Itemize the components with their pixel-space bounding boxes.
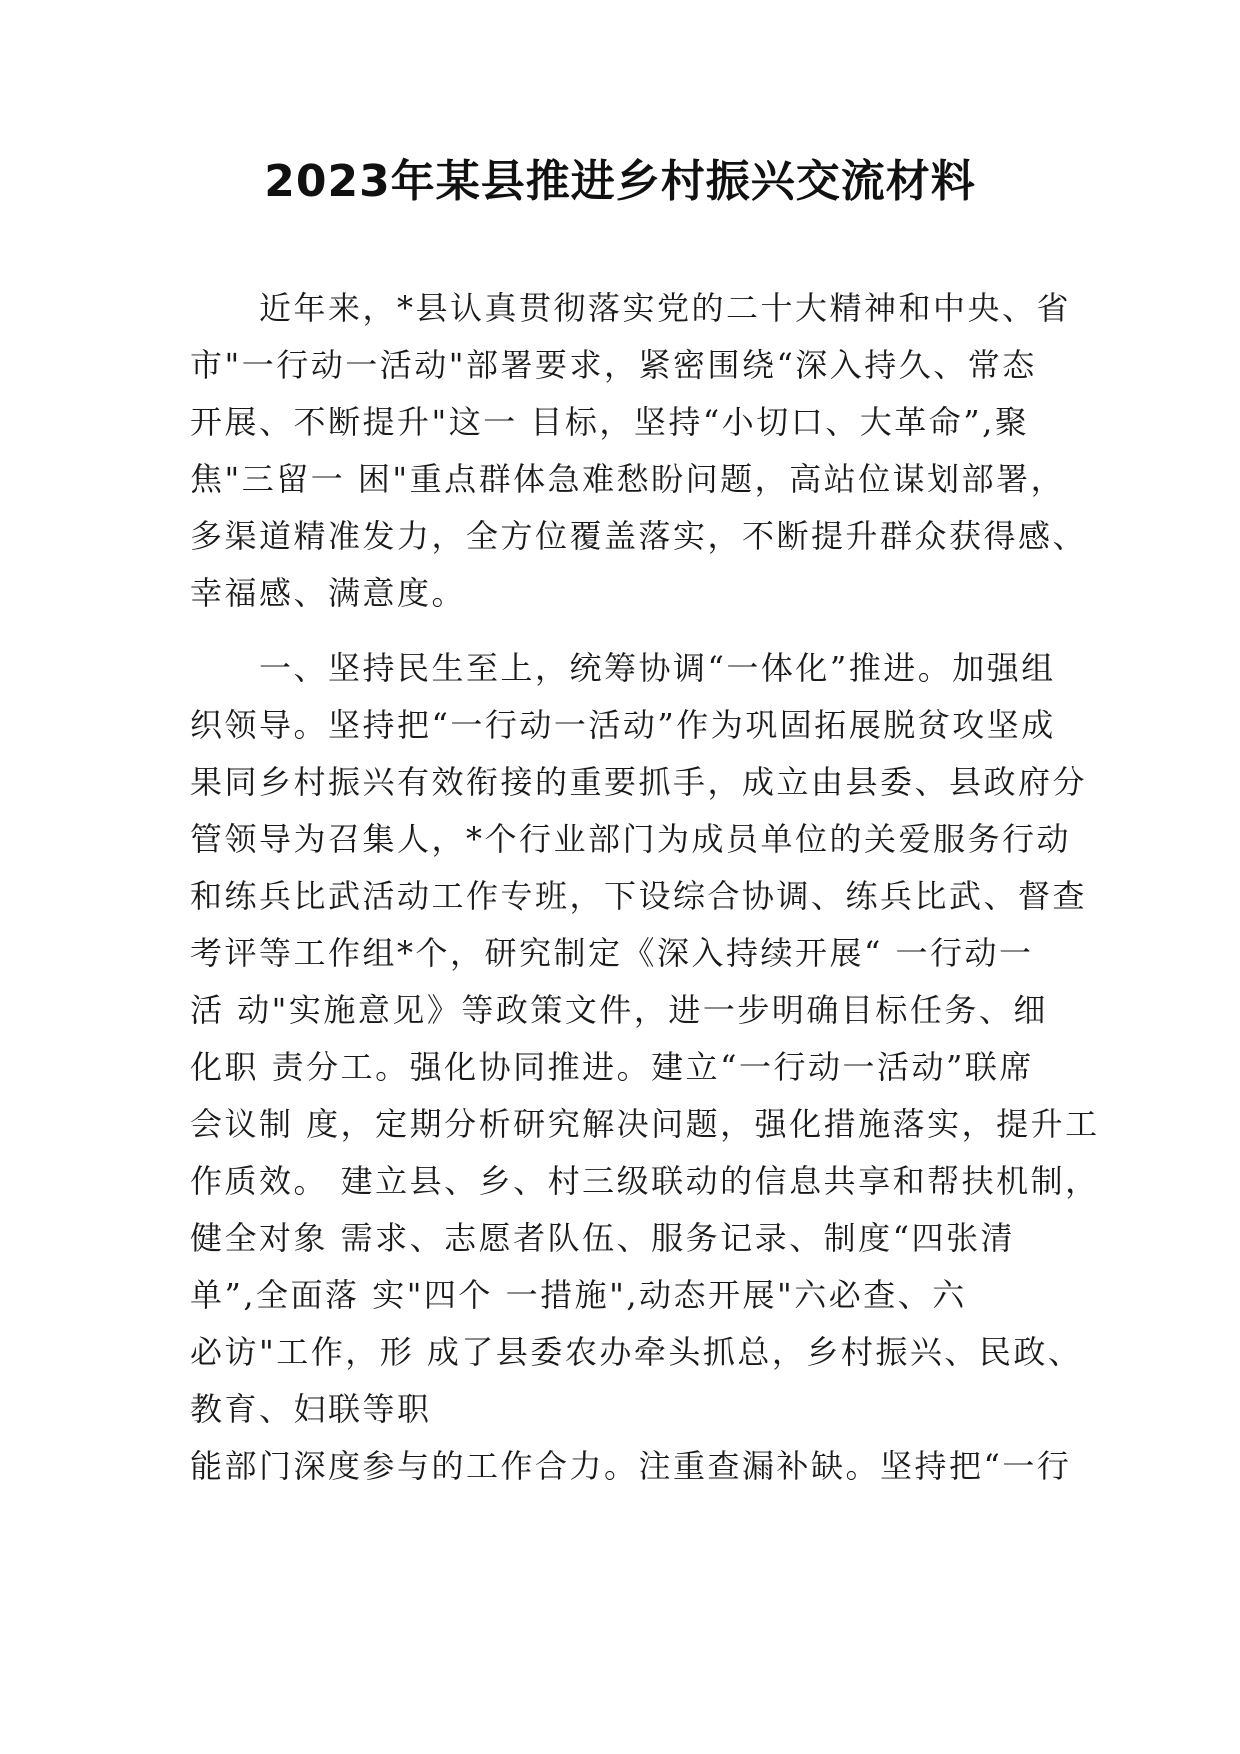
paragraph-intro [190,280,1088,622]
paragraph-spacer [190,622,1070,640]
document-body [190,280,1100,1495]
text-line: 教育、妇联等职 [190,1390,432,1428]
text-line: 织领导。坚持把“一行动一活动”作为巩固拓展脱贫攻坚成 [190,706,1056,744]
text-line: 会议制 度，定期分析研究解决问题，强化措施落实，提升工 [190,1105,1100,1143]
text-line: 开展、不断提升"这一 目标，坚持“小切口、大革命”,聚 [190,403,1030,441]
text-line: 焦"三留一 困"重点群体急难愁盼问题，高站位谋划部署， [190,460,1066,498]
text-line: 一、坚持民生至上，统筹协调“一体化”推进。加强组 [190,649,1056,687]
text-line: 近年来，*县认真贯彻落实党的二十大精神和中央、省 [190,289,1072,327]
text-line: 多渠道精准发力，全方位覆盖落实，不断提升群众获得感、 [190,517,1088,555]
text-line: 化职 责分工。强化协同推进。建立“一行动一活动”联席 [190,1048,1034,1086]
text-line: 管领导为召集人，*个行业部门为成员单位的关爱服务行动 [190,820,1072,858]
text-line: 和练兵比武活动工作专班，下设综合协调、练兵比武、督查 [190,877,1088,915]
text-line: 果同乡村振兴有效衔接的重要抓手，成立由县委、县政府分 [190,763,1088,801]
text-line: 作质效。 建立县、乡、村三级联动的信息共享和帮扶机制， [190,1162,1100,1200]
text-line: 健全对象 需求、志愿者队伍、服务记录、制度“四张清 [190,1219,1016,1257]
text-line: 必访"工作，形 成了县委农办牵头抓总，乡村振兴、民政、 [190,1333,1083,1371]
document-title: 2023年某县推进乡村振兴交流材料 [264,156,976,207]
text-line: 考评等工作组*个，研究制定《深入持续开展“ 一行动一 [190,934,1034,972]
text-line: 活 动"实施意见》等政策文件，进一步明确目标任务、细 [190,991,1048,1029]
text-line: 单”,全面落 实"四个 一措施",动态开展"六必查、六 [190,1276,967,1314]
text-line: 幸福感、满意度。 [190,574,467,612]
text-line: 能部门深度参与的工作合力。注重查漏补缺。坚持把“一行 [190,1447,1072,1485]
text-line: 市"一行动一活动"部署要求，紧密围绕“深入持久、常态 [190,346,1037,384]
paragraph-section-one [190,640,1100,1495]
